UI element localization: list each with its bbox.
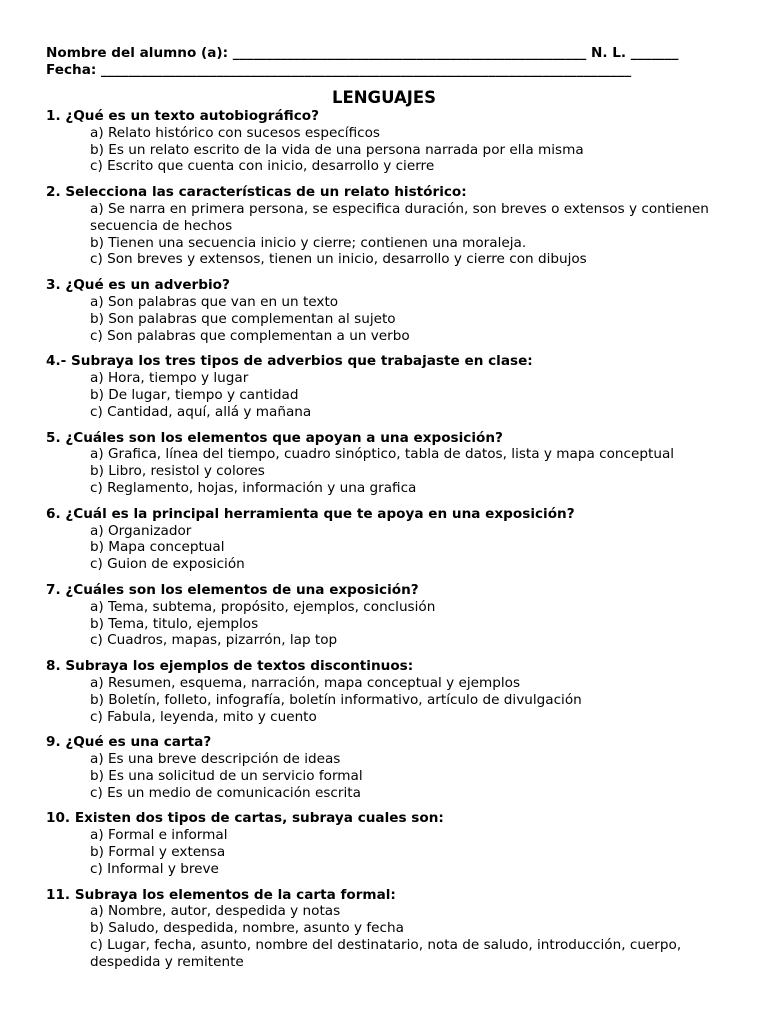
question-text: 2. Selecciona las características de un relato histórico: xyxy=(46,184,467,201)
answer-option: a) Se narra en primera persona, se especifica duración, son breves o extensos y contienen secuencia de hechos xyxy=(90,200,709,234)
answer-option: b) Libro, resistol y colores xyxy=(90,463,265,480)
answer-options xyxy=(46,599,736,649)
answer-option: a) Nombre, autor, despedida y notas xyxy=(90,903,341,920)
question-text: 8. Subraya los ejemplos de textos discontinuos: xyxy=(46,658,414,675)
question-text: 11. Subraya los elementos de la carta formal: xyxy=(46,886,396,903)
answer-options xyxy=(46,675,736,725)
student-header xyxy=(46,45,736,79)
question-item xyxy=(46,810,736,877)
answer-options xyxy=(46,903,736,970)
question-text: 7. ¿Cuáles son los elementos de una exposición? xyxy=(46,581,419,598)
answer-option: a) Hora, tiempo y lugar xyxy=(90,370,249,387)
answer-options xyxy=(46,201,736,268)
answer-option: a) Resumen, esquema, narración, mapa conceptual y ejemplos xyxy=(90,674,521,691)
answer-options xyxy=(46,125,736,175)
answer-options xyxy=(46,523,736,573)
answer-option: c) Reglamento, hojas, información y una grafica xyxy=(90,479,417,496)
question-text: 1. ¿Qué es un texto autobiográfico? xyxy=(46,108,319,124)
page-title: LENGUAJES xyxy=(331,88,437,107)
question-text: 10. Existen dos tipos de cartas, subraya cuales son: xyxy=(46,810,444,827)
answer-option: c) Son palabras que complementan a un verbo xyxy=(90,327,410,344)
answer-option: c) Fabula, leyenda, mito y cuento xyxy=(90,708,317,725)
answer-option: c) Cuadros, mapas, pizarrón, lap top xyxy=(90,632,338,649)
answer-option: c) Informal y breve xyxy=(90,860,219,877)
answer-option: c) Escrito que cuenta con inicio, desarrollo y cierre xyxy=(90,158,435,175)
question-text: 9. ¿Qué es una carta? xyxy=(46,734,212,751)
answer-option: b) Tienen una secuencia inicio y cierre; contienen una moraleja. xyxy=(90,234,527,251)
answer-option: b) Formal y extensa xyxy=(90,844,226,861)
answer-option: b) Es un relato escrito de la vida de una persona narrada por ella misma xyxy=(90,141,584,158)
answer-option: a) Organizador xyxy=(90,522,192,539)
answer-option: b) Mapa conceptual xyxy=(90,539,225,556)
answer-option: c) Cantidad, aquí, allá y mañana xyxy=(90,403,312,420)
date-line: Fecha: ______________________________________________________________________________ xyxy=(46,62,632,78)
answer-option: b) Boletín, folleto, infografía, boletín informativo, artículo de divulgación xyxy=(90,691,582,708)
answer-options xyxy=(46,294,736,344)
answer-option: a) Relato histórico con sucesos específicos xyxy=(90,124,381,141)
answer-options xyxy=(46,370,736,420)
question-item xyxy=(46,734,736,801)
question-item xyxy=(46,184,736,268)
question-item xyxy=(46,582,736,649)
question-text: 5. ¿Cuáles son los elementos que apoyan a una exposición? xyxy=(46,429,503,446)
answer-option: a) Es una breve descripción de ideas xyxy=(90,751,341,768)
question-text: 3. ¿Qué es un adverbio? xyxy=(46,277,230,294)
answer-option: c) Es un medio de comunicación escrita xyxy=(90,784,361,801)
answer-option: b) Son palabras que complementan al sujeto xyxy=(90,310,396,327)
question-item xyxy=(46,506,736,573)
answer-option: a) Formal e informal xyxy=(90,827,228,844)
question-item xyxy=(46,108,736,175)
answer-option: a) Tema, subtema, propósito, ejemplos, conclusión xyxy=(90,598,436,615)
question-text: 4.- Subraya los tres tipos de adverbios que trabajaste en clase: xyxy=(46,353,533,370)
answer-option: c) Guion de exposición xyxy=(90,556,245,573)
question-item xyxy=(46,430,736,497)
answer-option: a) Son palabras que van en un texto xyxy=(90,293,339,310)
question-list xyxy=(46,108,736,980)
answer-option: b) Saludo, despedida, nombre, asunto y fecha xyxy=(90,920,404,937)
answer-options xyxy=(46,827,736,877)
student-name-line: Nombre del alumno (a): ____________________________________________________ N. L. _______ xyxy=(46,45,679,61)
question-text: 6. ¿Cuál es la principal herramienta que te apoya en una exposición? xyxy=(46,505,575,522)
answer-option: c) Lugar, fecha, asunto, nombre del destinatario, nota de saludo, introducción, cuerpo, despedida y remitente xyxy=(90,937,682,970)
answer-option: a) Grafica, línea del tiempo, cuadro sinóptico, tabla de datos, lista y mapa conceptual xyxy=(90,446,675,463)
answer-option: c) Son breves y extensos, tienen un inicio, desarrollo y cierre con dibujos xyxy=(90,251,587,268)
question-item xyxy=(46,887,736,971)
answer-option: b) Tema, titulo, ejemplos xyxy=(90,615,259,632)
answer-options xyxy=(46,446,736,496)
answer-option: b) Es una solicitud de un servicio formal xyxy=(90,767,363,784)
question-item xyxy=(46,277,736,344)
question-item xyxy=(46,658,736,725)
answer-option: b) De lugar, tiempo y cantidad xyxy=(90,386,299,403)
question-item xyxy=(46,353,736,420)
answer-options xyxy=(46,751,736,801)
